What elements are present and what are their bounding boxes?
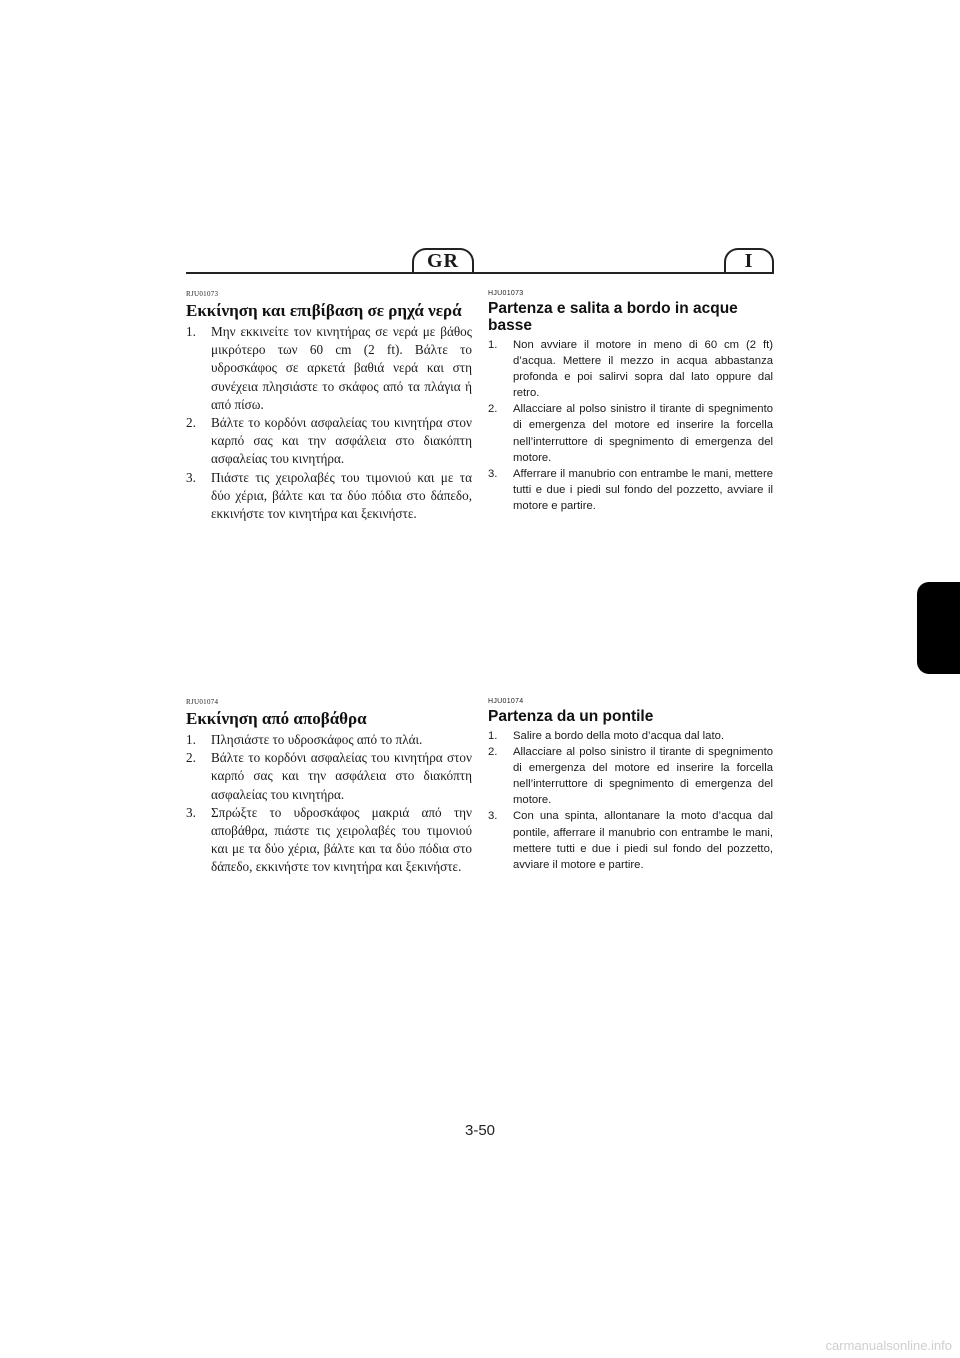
section-title: Partenza da un pontile	[488, 708, 654, 725]
list-item	[488, 401, 773, 465]
item-text: Afferrare il manubrio con entrambe le mani, mettere tutti e due i piedi sul fondo del pozzetto, avviare il motore e partire.	[513, 467, 773, 512]
instruction-list	[186, 323, 472, 523]
section-title: Εκκίνηση από αποβάθρα	[186, 709, 367, 728]
item-number: 2.	[488, 403, 498, 416]
list-item	[488, 728, 773, 744]
item-number: 2.	[186, 750, 196, 766]
list-item	[186, 804, 472, 877]
section-code: HJU01074	[488, 698, 524, 705]
section-gr-pier	[186, 698, 472, 877]
item-text: Con una spinta, allontanare la moto d’acqua dal pontile, afferrare il manubrio con entrambe le mani, mettere tutti e due i piedi sul fondo del pozzetto, avviare il motore e partire.	[513, 810, 773, 871]
page-number: 3-50	[464, 1122, 496, 1139]
item-text: Allacciare al polso sinistro il tirante di spegnimento di emergenza del motore ed inserire la forcella nell’interruttore di spegnimento di emergenza del motore.	[513, 746, 773, 807]
instruction-list	[186, 731, 472, 877]
instruction-list	[488, 337, 773, 514]
language-badge-gr: GR	[412, 248, 474, 272]
section-code: HJU01073	[488, 290, 524, 297]
item-text: Πιάστε τις χειρολαβές του τιμονιού και με τα δύο χέρια, βάλτε και τα δύο πόδια στο δάπεδο, εκκινήστε τον κινητήρα και ξεκινήστε.	[211, 469, 472, 522]
instruction-list	[488, 728, 773, 873]
section-code: RJU01074	[186, 698, 219, 706]
item-number: 3.	[488, 467, 498, 480]
item-number: 3.	[186, 469, 196, 485]
section-it-shallow-water	[488, 290, 773, 514]
item-number: 2.	[488, 746, 498, 759]
item-text: Βάλτε το κορδόνι ασφαλείας του κινητήρα στον καρπό σας και την ασφάλεια στο διακόπτη ασφαλείας του κινητήρα.	[211, 750, 472, 802]
item-text: Salire a bordo della moto d’acqua dal lato.	[513, 730, 725, 742]
list-item	[186, 323, 472, 414]
list-item	[488, 744, 773, 808]
section-title: Partenza e salita a bordo in acque basse	[488, 300, 738, 334]
list-item	[186, 731, 472, 749]
section-it-pier	[488, 698, 773, 873]
item-number: 3.	[488, 810, 498, 823]
section-gr-shallow-water	[186, 290, 472, 523]
item-text: Μην εκκινείτε τον κινητήρας σε νερά με βάθος μικρότερο των 60 cm (2 ft). Βάλτε το υδροσκάφος σε αρκετά βαθιά νερά και στη συνέχεια πλησιάστε το σκάφος από τα πλάγια ή από πίσω.	[211, 324, 472, 412]
item-text: Σπρώξτε το υδροσκάφος μακριά από την αποβάθρα, πιάστε τις χειρολαβές του τιμονιού και με τα δύο χέρια, βάλτε και τα δύο πόδια στο δάπεδο, εκκινήστε τον κινητήρα και ξεκινήστε.	[211, 804, 472, 875]
item-number: 2.	[186, 415, 196, 431]
watermark: carmanualsonline.info	[825, 1338, 952, 1353]
item-number: 1.	[488, 339, 498, 351]
section-code: RJU01073	[186, 290, 219, 298]
language-badge-i: I	[724, 248, 774, 272]
list-item	[186, 469, 472, 524]
section-title: Εκκίνηση και επιβίβαση σε ρηχά νερά	[186, 301, 462, 320]
chapter-side-tab	[917, 582, 960, 674]
item-number: 1.	[186, 732, 196, 747]
item-text: Allacciare al polso sinistro il tirante di spegnimento di emergenza del motore ed inserire la forcella nell’interruttore di spegnimento di emergenza del motore.	[513, 403, 773, 464]
item-number: 1.	[488, 730, 498, 742]
list-item	[488, 337, 773, 401]
list-item	[186, 749, 472, 804]
list-item	[488, 466, 773, 514]
header-rule	[186, 272, 774, 274]
list-item	[488, 808, 773, 872]
item-number: 3.	[186, 804, 196, 820]
list-item	[186, 414, 472, 469]
item-text: Non avviare il motore in meno di 60 cm (2 ft) d’acqua. Mettere il mezzo in acqua abbastanza profonda e poi salirvi sopra dal lato oppure dal retro.	[513, 339, 773, 400]
item-number: 1.	[186, 324, 196, 339]
item-text: Βάλτε το κορδόνι ασφαλείας του κινητήρα στον καρπό σας και την ασφάλεια στο διακόπτη ασφαλείας του κινητήρα.	[211, 415, 472, 467]
item-text: Πλησιάστε το υδροσκάφος από το πλάι.	[211, 732, 423, 747]
